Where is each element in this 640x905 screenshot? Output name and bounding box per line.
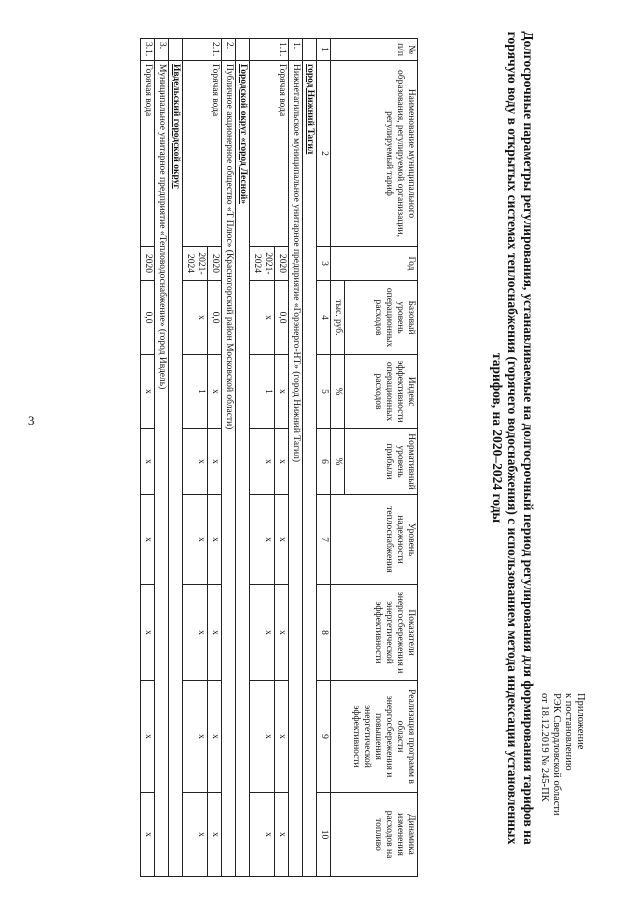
year-cell: 2020	[141, 247, 155, 281]
section-row	[236, 39, 250, 877]
section-title: Ивдельский городской округ	[169, 61, 183, 877]
colnum: 5	[317, 355, 331, 429]
fuel-cell: х	[275, 793, 289, 877]
base-cell: 0,0	[208, 281, 222, 355]
reliability-cell: х	[275, 495, 289, 585]
section-row	[303, 39, 317, 877]
org-name: Публичное акционерное общество «Т Плюс» (Красногорский район Московской области)	[222, 61, 236, 877]
year-cell: 2021-2024	[250, 247, 275, 281]
row-num: 1.1.	[250, 39, 289, 61]
colnum: 7	[317, 495, 331, 585]
section-num	[236, 39, 250, 61]
unit-base: тыс. руб.	[331, 281, 345, 355]
base-cell: х	[183, 281, 208, 355]
header-row	[345, 39, 418, 877]
programs-cell: х	[275, 681, 289, 793]
base-cell: 0,0	[275, 281, 289, 355]
reliability-cell: х	[250, 495, 275, 585]
header-name: Наименование муниципального образования, регулируемой организации, регулируемый тариф	[331, 61, 418, 247]
energy-cell: х	[250, 585, 275, 681]
index-cell: 1	[183, 355, 208, 429]
header-fuel: Динамика изменения расходов на топливо	[331, 793, 418, 877]
year-cell: 2020	[208, 247, 222, 281]
header-num: № п/п	[331, 39, 418, 61]
header-profit: Нормативный уровень прибыли	[345, 429, 418, 495]
appendix-note	[538, 693, 586, 883]
colnum: 1	[317, 39, 331, 61]
org-row	[155, 39, 169, 877]
appendix-line: РЭК Свердловской области	[551, 693, 562, 816]
unit-index: %	[331, 355, 345, 429]
header-reliability: Уровень надежности теплоснабжения	[331, 495, 418, 585]
fuel-cell: х	[250, 793, 275, 877]
profit-cell: х	[183, 429, 208, 495]
org-row	[222, 39, 236, 877]
row-num: 2.1.	[183, 39, 222, 61]
year-cell: 2021-2024	[183, 247, 208, 281]
profit-cell: х	[250, 429, 275, 495]
energy-cell: х	[208, 585, 222, 681]
org-num: 2.	[222, 39, 236, 61]
energy-cell: х	[183, 585, 208, 681]
table-row	[141, 39, 155, 877]
org-name: Муниципальное унитарное предприятие «Тепловодоснабжение» (город Ивдель)	[155, 61, 169, 877]
tariff-name: Горячая вода	[183, 61, 222, 247]
header-energy: Показатели энергосбережения и энергетической эффективности	[331, 585, 418, 681]
energy-cell: х	[141, 585, 155, 681]
appendix-line: от 18.12.2019 № 245-ПК	[539, 693, 550, 802]
index-cell: 1	[250, 355, 275, 429]
profit-cell: х	[275, 429, 289, 495]
appendix-line: к постановлению	[563, 693, 574, 771]
column-number-row	[317, 39, 331, 877]
colnum: 4	[317, 281, 331, 355]
section-num	[303, 39, 317, 61]
row-num: 3.1.	[141, 39, 155, 61]
org-num: 1.	[289, 39, 303, 61]
unit-profit: %	[331, 429, 345, 495]
page-number: 3	[28, 413, 35, 428]
org-num: 3.	[155, 39, 169, 61]
appendix-line: Приложение	[575, 693, 586, 750]
index-cell: х	[208, 355, 222, 429]
table-row	[208, 39, 222, 877]
programs-cell: х	[141, 681, 155, 793]
colnum: 6	[317, 429, 331, 495]
table-row	[275, 39, 289, 877]
document-title: Долгосрочные параметры регулирования, устанавливаемые на долгосрочный период регулирования для формирования тарифов на горячую воду в открытых системах теплоснабжения (горячего водоснабжения) с использованием метода индексации установленных тарифов, на 2020–2024 годы	[490, 31, 536, 845]
org-name: Нижнетагильское муниципальное унитарное предприятие «Горэнерго-НТ» (город Нижний Тагил)	[289, 61, 303, 877]
index-cell: х	[275, 355, 289, 429]
base-cell: 0,0	[141, 281, 155, 355]
year-cell: 2020	[275, 247, 289, 281]
tariff-name: Горячая вода	[141, 61, 155, 247]
profit-cell: х	[141, 429, 155, 495]
programs-cell: х	[208, 681, 222, 793]
energy-cell: х	[275, 585, 289, 681]
section-title: Городской округ «город Лесной»	[236, 61, 250, 877]
header-programs: Реализация программ в области энергосбережения и повышения энергетической эффективности	[331, 681, 418, 793]
reliability-cell: х	[183, 495, 208, 585]
fuel-cell: х	[208, 793, 222, 877]
base-cell: х	[250, 281, 275, 355]
programs-cell: х	[250, 681, 275, 793]
section-num	[169, 39, 183, 61]
colnum: 9	[317, 681, 331, 793]
index-cell: х	[141, 355, 155, 429]
profit-cell: х	[208, 429, 222, 495]
colnum: 10	[317, 793, 331, 877]
section-title: город Нижний Тагил	[303, 61, 317, 877]
reliability-cell: х	[208, 495, 222, 585]
fuel-cell: х	[141, 793, 155, 877]
programs-cell: х	[183, 681, 208, 793]
colnum: 2	[317, 61, 331, 247]
rotated-page	[5, 8, 600, 888]
header-year: Год	[331, 247, 418, 281]
colnum: 8	[317, 585, 331, 681]
reliability-cell: х	[141, 495, 155, 585]
header-base: Базовый уровень операционных расходов	[345, 281, 418, 355]
org-row	[289, 39, 303, 877]
fuel-cell: х	[183, 793, 208, 877]
colnum: 3	[317, 247, 331, 281]
header-index: Индекс эффективности операционных расходов	[345, 355, 418, 429]
parameters-table	[140, 38, 418, 877]
section-row	[169, 39, 183, 877]
tariff-name: Горячая вода	[250, 61, 289, 247]
